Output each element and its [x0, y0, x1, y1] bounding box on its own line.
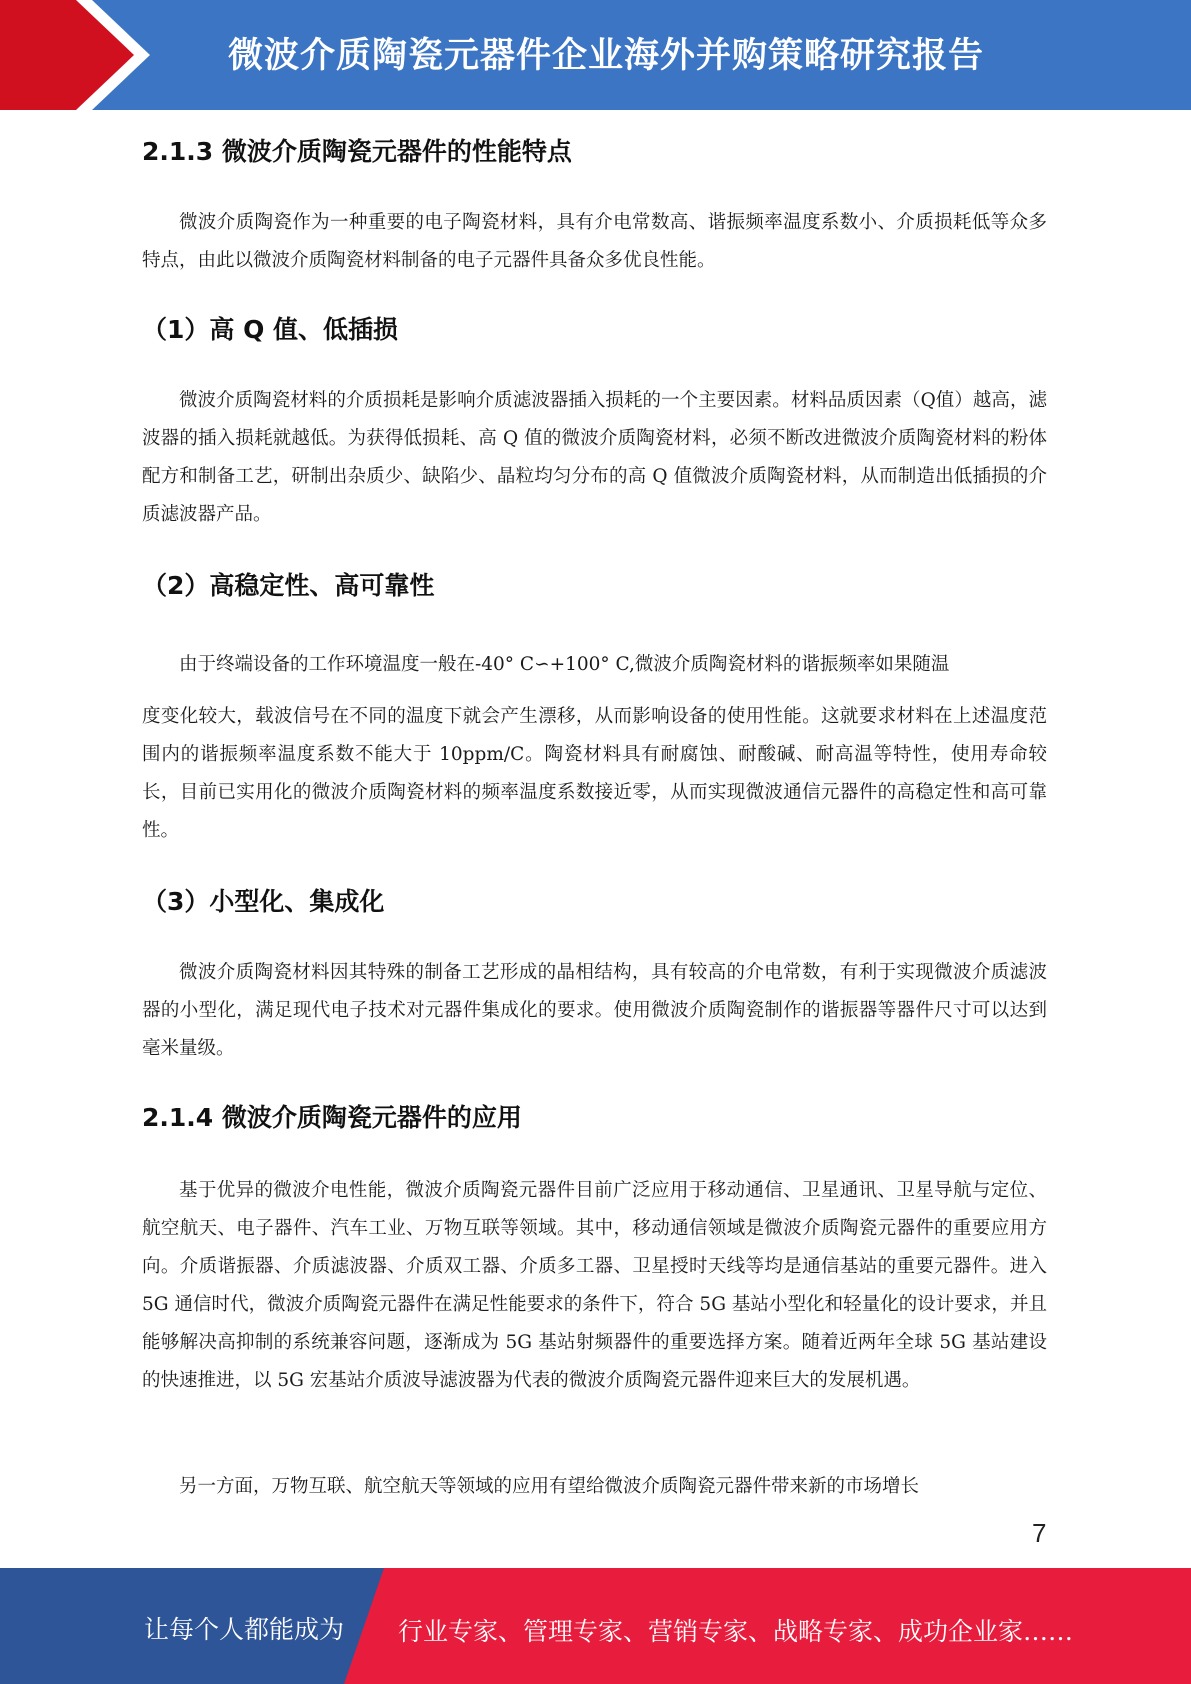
- paragraph-miniaturization: 微波介质陶瓷材料因其特殊的制备工艺形成的晶相结构，具有较高的介电常数，有利于实现微波介质滤波器的小型化，满足现代电子技术对元器件集成化的要求。使用微波介质陶瓷制作的谐振器等器件尺寸可以达到毫米量级。: [142, 962, 1047, 1059]
- subheading-stability: （2）高稳定性、高可靠性: [142, 571, 435, 600]
- section-heading-2-1-4: 2.1.4 微波介质陶瓷元器件的应用: [142, 1103, 522, 1132]
- page-header: [0, 0, 1191, 110]
- paragraph-intro: 微波介质陶瓷作为一种重要的电子陶瓷材料，具有介电常数高、谐振频率温度系数小、介质损耗低等众多特点，由此以微波介质陶瓷材料制备的电子元器件具备众多优良性能。: [142, 212, 1047, 271]
- paragraph-applications: 基于优异的微波介电性能，微波介质陶瓷元器件目前广泛应用于移动通信、卫星通讯、卫星导航与定位、航空航天、电子器件、汽车工业、万物互联等领域。其中，移动通信领域是微波介质陶瓷元器件的重要应用方向。介质谐振器、介质滤波器、介质双工器、介质多工器、卫星授时天线等均是通信基站的重要元器件。进入 5G 通信时代，微波介质陶瓷元器件在满足性能要求的条件下，符合 5G 基站小型化和轻量化的设计要求，并且能够解决高抑制的系统兼容问题，逐渐成为 5G 基站射频器件的重要选择方案。随着近两年全球 5G 基站建设的快速推进，以 5G 宏基站介质波导滤波器为代表的微波介质陶瓷元器件迎来巨大的发展机遇。: [142, 1180, 1047, 1391]
- report-title: 微波介质陶瓷元器件企业海外并购策略研究报告: [228, 36, 985, 75]
- footer-slogan-left: 让每个人都能成为: [144, 1615, 345, 1644]
- subheading-high-q: （1）高 Q 值、低插损: [142, 315, 399, 344]
- paragraph-applications-2: 另一方面，万物互联、航空航天等领域的应用有望给微波介质陶瓷元器件带来新的市场增长: [179, 1476, 920, 1497]
- paragraph-high-q: 微波介质陶瓷材料的介质损耗是影响介质滤波器插入损耗的一个主要因素。材料品质因素（Q值）越高，滤波器的插入损耗就越低。为获得低损耗、高 Q 值的微波介质陶瓷材料，必须不断改进微波介质陶瓷材料的粉体配方和制备工艺，研制出杂质少、缺陷少、晶粒均匀分布的高 Q 值微波介质陶瓷材料，从而制造出低插损的介质滤波器产品。: [142, 390, 1047, 525]
- paragraph-stability: 度变化较大，载波信号在不同的温度下就会产生漂移，从而影响设备的使用性能。这就要求材料在上述温度范围内的谐振频率温度系数不能大于 10ppm/C。陶瓷材料具有耐腐蚀、耐酸碱、耐高温等特性，使用寿命较长，目前已实用化的微波介质陶瓷材料的频率温度系数接近零，从而实现微波通信元器件的高稳定性和高可靠性。: [142, 706, 1047, 841]
- subheading-miniaturization: （3）小型化、集成化: [142, 887, 385, 916]
- section-heading-2-1-3: 2.1.3 微波介质陶瓷元器件的性能特点: [142, 137, 572, 166]
- page-number: 7: [1032, 1518, 1047, 1548]
- page-footer: [0, 1568, 1191, 1684]
- footer-slogan-right: 行业专家、管理专家、营销专家、战略专家、成功企业家……: [398, 1617, 1074, 1646]
- paragraph-stability-line1: 由于终端设备的工作环境温度一般在-40° C∽+100° C,微波介质陶瓷材料的谐振频率如果随温: [179, 654, 950, 675]
- header-arrow-decoration: [0, 0, 150, 110]
